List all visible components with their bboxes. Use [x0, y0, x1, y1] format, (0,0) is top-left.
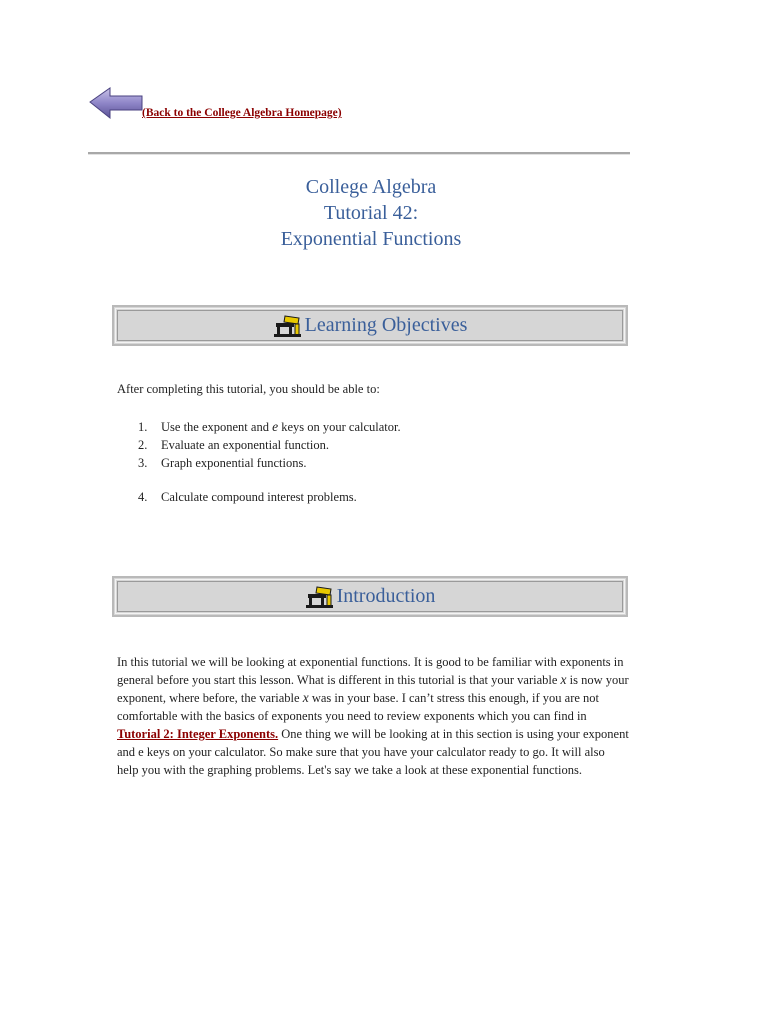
- title-line-course: College Algebra: [305, 176, 437, 198]
- variable-x: x: [560, 672, 567, 687]
- title-line-tutorial: Tutorial 42:: [323, 202, 419, 224]
- title-line-topic: Exponential Functions: [280, 228, 462, 250]
- study-desk-icon: [305, 585, 335, 609]
- introduction-header: [112, 576, 628, 617]
- study-desk-icon: [273, 314, 303, 338]
- variable-e: e: [272, 419, 279, 434]
- page-title: [120, 174, 622, 252]
- list-item: 3. Graph exponential functions.: [138, 456, 307, 470]
- introduction-paragraph: In this tutorial we will be looking at exponential functions. It is good to be familiar with exponents in general before you start this lesson. What is different in this tutorial is that your variable x is now your exponent, where before, the variable x was in your base. I can’t stress this enough, if you are not comfortable with the basics of exponents you need to review exponents which you can find in Tutorial 2: Integer Exponents. One thing we will be looking at in this section is using your exponent and e keys on your calculator. So make sure that you have your calculator ready to go. It will also help you with the graphing problems. Let's say we take a look at these exponential functions.: [117, 655, 629, 777]
- horizontal-divider: [88, 152, 630, 155]
- section-title: Learning Objectives: [304, 314, 468, 336]
- list-item: 2. Evaluate an exponential function.: [138, 438, 329, 452]
- list-item: 4. Calculate compound interest problems.: [138, 490, 357, 504]
- objectives-list: [138, 418, 401, 506]
- objectives-lead-text: After completing this tutorial, you should be able to:: [117, 382, 380, 396]
- learning-objectives-header: [112, 305, 628, 346]
- back-to-homepage-link[interactable]: (Back to the College Algebra Homepage): [142, 107, 342, 119]
- left-arrow-icon[interactable]: [88, 86, 144, 122]
- variable-x: x: [302, 690, 309, 705]
- section-title: Introduction: [336, 585, 436, 607]
- back-nav[interactable]: [88, 86, 388, 126]
- integer-exponents-tutorial-link[interactable]: Tutorial 2: Integer Exponents.: [117, 727, 279, 741]
- list-item: 1. Use the exponent and e keys on your calculator.: [138, 419, 401, 434]
